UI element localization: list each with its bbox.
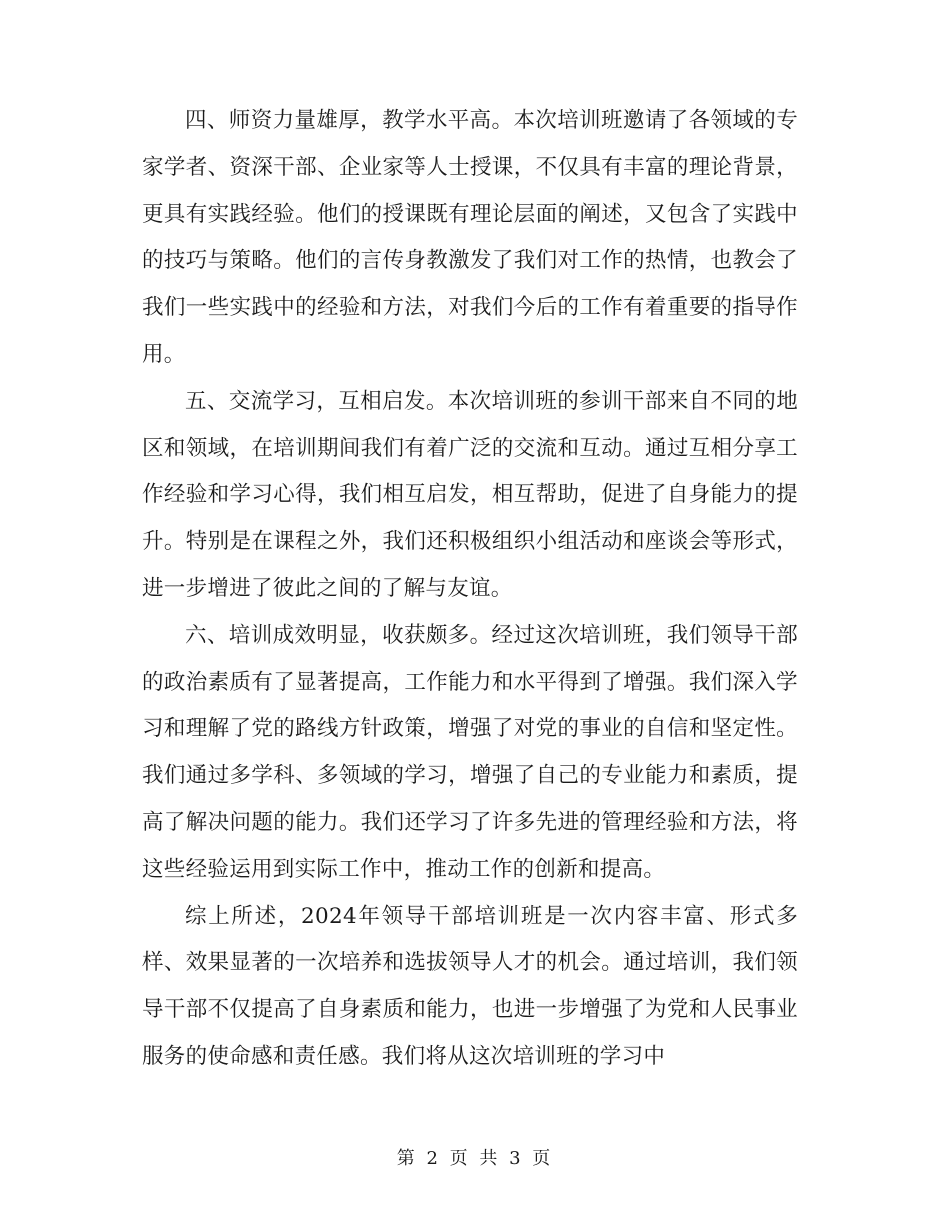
page-number-footer: 第 2 页 共 3 页 xyxy=(396,1148,554,1169)
document-body xyxy=(142,98,798,1081)
paragraph-summary: 综上所述，2024年领导干部培训班是一次内容丰富、形式多样、效果显著的一次培养和选拔领导人才的机会。通过培训，我们领导干部不仅提高了自身素质和能力，也进一步增强了为党和人民事业服务的使命感和责任感。我们将从这次培训班的学习中 xyxy=(142,903,798,1069)
paragraph-exchange: 五、交流学习，互相启发。本次培训班的参训干部来自不同的地区和领域，在培训期间我们有着广泛的交流和互动。通过互相分享工作经验和学习心得，我们相互启发，相互帮助，促进了自身能力的提升。特别是在课程之外，我们还积极组织小组活动和座谈会等形式，进一步增进了彼此之间的了解与友谊。 xyxy=(142,388,798,601)
paragraph-results: 六、培训成效明显，收获颇多。经过这次培训班，我们领导干部的政治素质有了显著提高，工作能力和水平得到了增强。我们深入学习和理解了党的路线方针政策，增强了对党的事业的自信和坚定性。我们通过多学科、多领域的学习，增强了自己的专业能力和素质，提高了解决问题的能力。我们还学习了许多先进的管理经验和方法，将这些经验运用到实际工作中，推动工作的创新和提高。 xyxy=(142,622,798,882)
paragraph-teachers: 四、师资力量雄厚，教学水平高。本次培训班邀请了各领域的专家学者、资深干部、企业家等人士授课，不仅具有丰富的理论背景，更具有实践经验。他们的授课既有理论层面的阐述，又包含了实践中的技巧与策略。他们的言传身教激发了我们对工作的热情，也教会了我们一些实践中的经验和方法，对我们今后的工作有着重要的指导作用。 xyxy=(142,108,798,367)
